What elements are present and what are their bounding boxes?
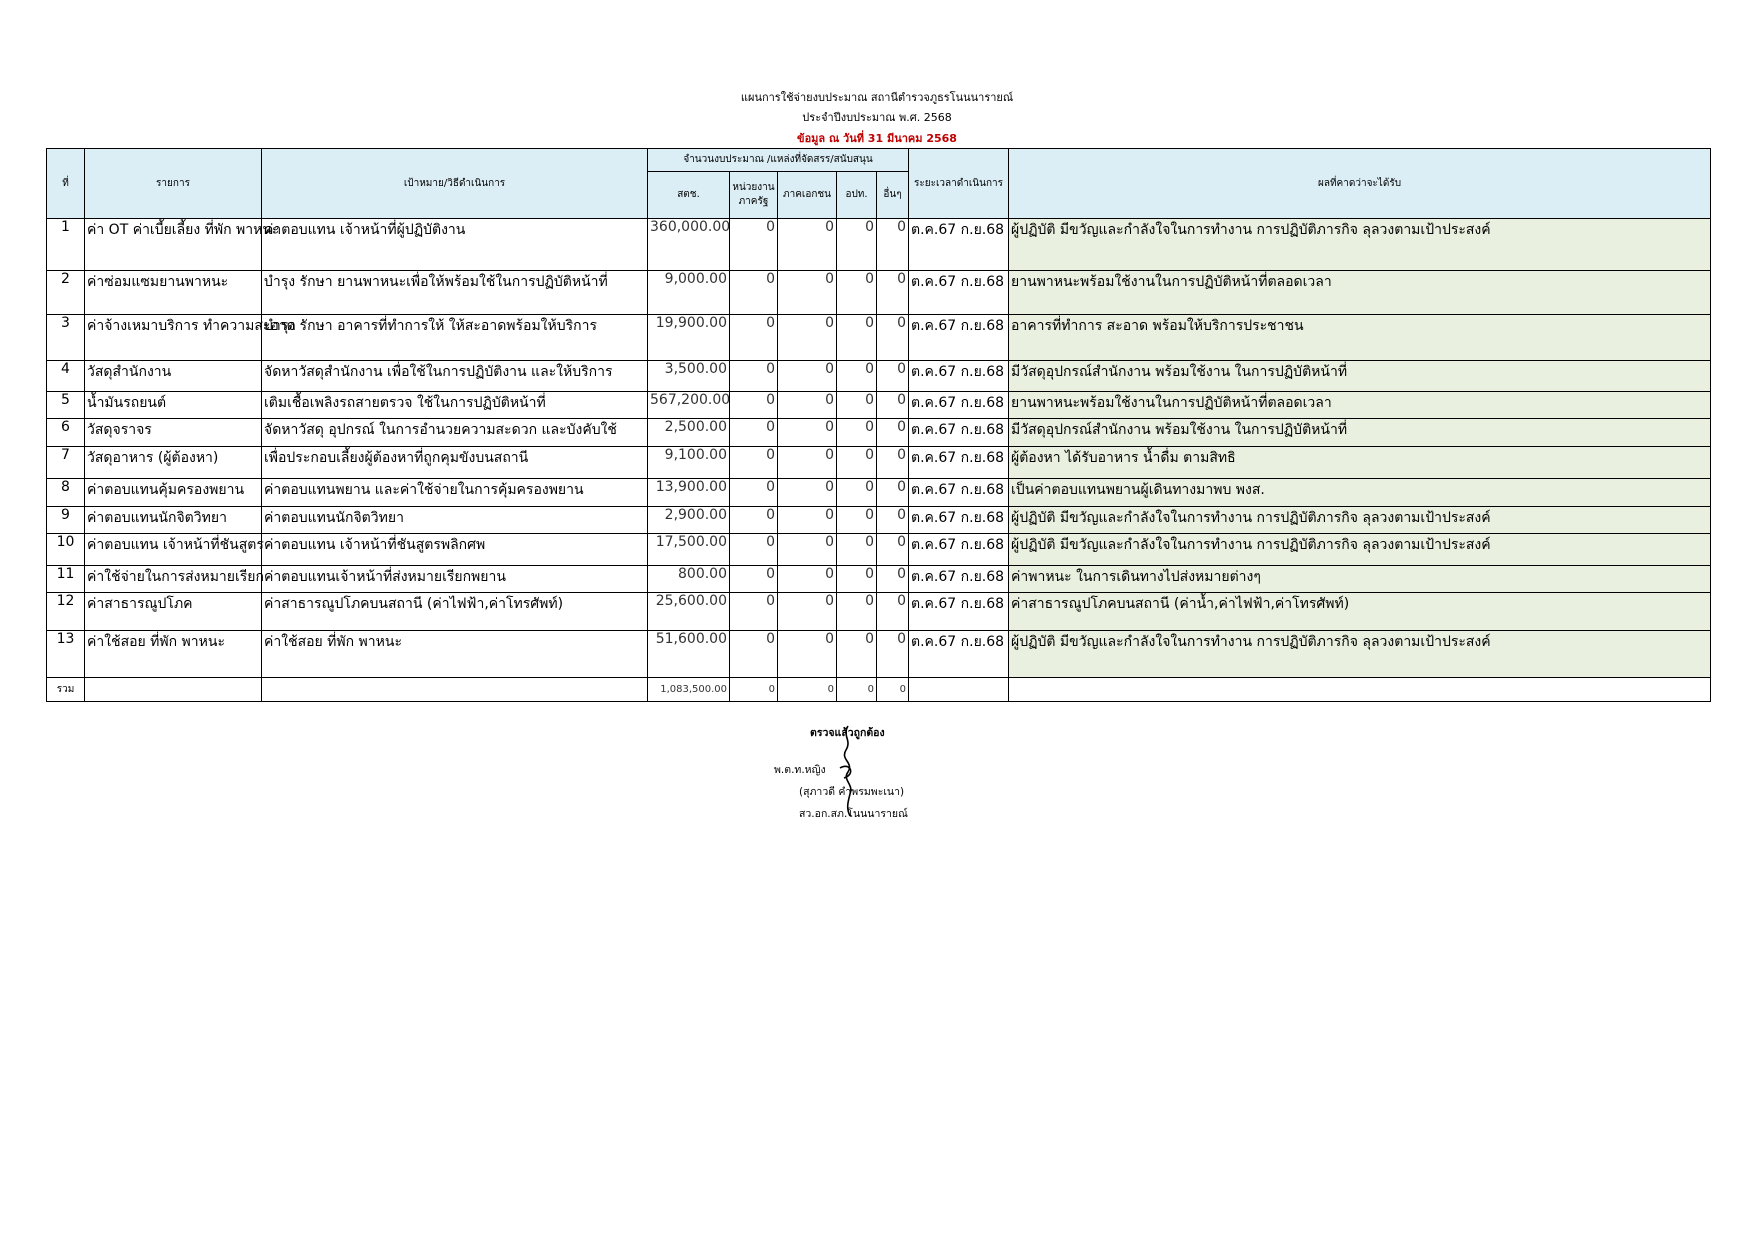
row-period: ต.ค.67 ก.ย.68 bbox=[909, 447, 1009, 479]
row-result: ผู้ปฏิบัติ มีขวัญและกำลังใจในการทำงาน การปฏิบัติภารกิจ ลุลวงตามเป้าประสงค์ bbox=[1009, 631, 1711, 678]
row-src-private: 0 bbox=[778, 566, 837, 593]
row-src-local: 0 bbox=[837, 361, 877, 392]
row-src-police: 567,200.00 bbox=[648, 392, 730, 419]
row-src-local: 0 bbox=[837, 271, 877, 315]
budget-table bbox=[46, 148, 1711, 702]
total-src-police: 1,083,500.00 bbox=[648, 678, 730, 702]
row-period: ต.ค.67 ก.ย.68 bbox=[909, 419, 1009, 447]
table-row bbox=[47, 447, 1711, 479]
row-src-private: 0 bbox=[778, 315, 837, 361]
row-src-other: 0 bbox=[877, 392, 909, 419]
row-number: 6 bbox=[47, 419, 85, 447]
row-period: ต.ค.67 ก.ย.68 bbox=[909, 479, 1009, 507]
row-goal: ค่าตอบแทนพยาน และค่าใช้จ่ายในการคุ้มครองพยาน bbox=[262, 479, 648, 507]
col-header-no: ที่ bbox=[47, 149, 85, 219]
row-item: ค่าตอบแทนคุ้มครองพยาน bbox=[85, 479, 262, 507]
row-goal: เพื่อประกอบเลี้ยงผู้ต้องหาที่ถูกคุมขังบนสถานี bbox=[262, 447, 648, 479]
row-src-gov: 0 bbox=[730, 566, 778, 593]
row-period: ต.ค.67 ก.ย.68 bbox=[909, 507, 1009, 534]
total-empty-item bbox=[85, 678, 262, 702]
row-goal: จัดหาวัสดุสำนักงาน เพื่อใช้ในการปฏิบัติงาน และให้บริการ bbox=[262, 361, 648, 392]
row-period: ต.ค.67 ก.ย.68 bbox=[909, 534, 1009, 566]
row-src-gov: 0 bbox=[730, 219, 778, 271]
row-src-gov: 0 bbox=[730, 271, 778, 315]
row-src-other: 0 bbox=[877, 361, 909, 392]
row-number: 11 bbox=[47, 566, 85, 593]
row-period: ต.ค.67 ก.ย.68 bbox=[909, 392, 1009, 419]
col-header-src-gov: หน่วยงานภาครัฐ bbox=[730, 172, 778, 219]
row-item: ค่า OT ค่าเบี้ยเลี้ยง ที่พัก พาหนะ bbox=[85, 219, 262, 271]
row-src-other: 0 bbox=[877, 507, 909, 534]
row-result: ค่าพาหนะ ในการเดินทางไปส่งหมายต่างๆ bbox=[1009, 566, 1711, 593]
col-header-src-local: อปท. bbox=[837, 172, 877, 219]
fiscal-year-line: ประจำปีงบประมาณ พ.ศ. 2568 bbox=[802, 111, 952, 124]
row-src-police: 17,500.00 bbox=[648, 534, 730, 566]
row-src-other: 0 bbox=[877, 315, 909, 361]
table-row bbox=[47, 479, 1711, 507]
col-header-src-police: สตช. bbox=[648, 172, 730, 219]
row-src-gov: 0 bbox=[730, 593, 778, 631]
row-period: ต.ค.67 ก.ย.68 bbox=[909, 631, 1009, 678]
row-src-police: 800.00 bbox=[648, 566, 730, 593]
row-src-police: 2,500.00 bbox=[648, 419, 730, 447]
row-item: ค่าจ้างเหมาบริการ ทำความสะอาด bbox=[85, 315, 262, 361]
total-empty-result bbox=[1009, 678, 1711, 702]
signer-name: (สุภาวดี คำพรมพะเนา) bbox=[799, 786, 905, 798]
row-period: ต.ค.67 ก.ย.68 bbox=[909, 361, 1009, 392]
row-number: 7 bbox=[47, 447, 85, 479]
row-item: วัสดุจราจร bbox=[85, 419, 262, 447]
row-goal: ค่าตอบแทน เจ้าหน้าที่ชันสูตรพลิกศพ bbox=[262, 534, 648, 566]
row-number: 2 bbox=[47, 271, 85, 315]
row-src-gov: 0 bbox=[730, 479, 778, 507]
row-number: 3 bbox=[47, 315, 85, 361]
row-result: เป็นค่าตอบแทนพยานผู้เดินทางมาพบ พงส. bbox=[1009, 479, 1711, 507]
row-src-local: 0 bbox=[837, 219, 877, 271]
row-number: 12 bbox=[47, 593, 85, 631]
total-empty-period bbox=[909, 678, 1009, 702]
row-src-police: 19,900.00 bbox=[648, 315, 730, 361]
total-label: รวม bbox=[47, 678, 85, 702]
data-as-of-line: ข้อมูล ณ วันที่ 31 มีนาคม 2568 bbox=[797, 132, 957, 145]
row-src-private: 0 bbox=[778, 361, 837, 392]
row-number: 8 bbox=[47, 479, 85, 507]
table-row bbox=[47, 593, 1711, 631]
row-src-private: 0 bbox=[778, 271, 837, 315]
col-header-item: รายการ bbox=[85, 149, 262, 219]
col-header-result: ผลที่คาดว่าจะได้รับ bbox=[1009, 149, 1711, 219]
row-src-local: 0 bbox=[837, 479, 877, 507]
row-src-other: 0 bbox=[877, 447, 909, 479]
row-src-gov: 0 bbox=[730, 631, 778, 678]
row-src-gov: 0 bbox=[730, 361, 778, 392]
row-src-local: 0 bbox=[837, 566, 877, 593]
row-item: วัสดุอาหาร (ผู้ต้องหา) bbox=[85, 447, 262, 479]
row-src-private: 0 bbox=[778, 534, 837, 566]
table-row bbox=[47, 566, 1711, 593]
row-src-other: 0 bbox=[877, 534, 909, 566]
table-row bbox=[47, 507, 1711, 534]
row-number: 13 bbox=[47, 631, 85, 678]
document-title: แผนการใช้จ่ายงบประมาณ สถานีตำรวจภูธรโนนนารายณ์ bbox=[740, 91, 1014, 104]
row-src-local: 0 bbox=[837, 534, 877, 566]
row-goal: ค่าตอบแทน เจ้าหน้าที่ผู้ปฏิบัติงาน bbox=[262, 219, 648, 271]
row-number: 1 bbox=[47, 219, 85, 271]
table-row bbox=[47, 392, 1711, 419]
row-number: 10 bbox=[47, 534, 85, 566]
row-src-other: 0 bbox=[877, 419, 909, 447]
row-src-private: 0 bbox=[778, 447, 837, 479]
row-src-other: 0 bbox=[877, 631, 909, 678]
row-goal: บำรุง รักษา อาคารที่ทำการให้ ให้สะอาดพร้อมให้บริการ bbox=[262, 315, 648, 361]
row-src-gov: 0 bbox=[730, 534, 778, 566]
col-header-src-other: อื่นๆ bbox=[877, 172, 909, 219]
row-result: ผู้ปฏิบัติ มีขวัญและกำลังใจในการทำงาน การปฏิบัติภารกิจ ลุลวงตามเป้าประสงค์ bbox=[1009, 507, 1711, 534]
row-period: ต.ค.67 ก.ย.68 bbox=[909, 219, 1009, 271]
row-src-police: 51,600.00 bbox=[648, 631, 730, 678]
table-row bbox=[47, 271, 1711, 315]
row-number: 4 bbox=[47, 361, 85, 392]
row-goal: บำรุง รักษา ยานพาหนะเพื่อให้พร้อมใช้ในการปฏิบัติหน้าที่ bbox=[262, 271, 648, 315]
col-header-budget-group: จำนวนงบประมาณ /แหล่งที่จัดสรร/สนับสนุน bbox=[648, 149, 909, 172]
total-src-private: 0 bbox=[778, 678, 837, 702]
row-item: ค่าใช้จ่ายในการส่งหมายเรียก bbox=[85, 566, 262, 593]
row-src-gov: 0 bbox=[730, 315, 778, 361]
row-period: ต.ค.67 ก.ย.68 bbox=[909, 593, 1009, 631]
row-result: ยานพาหนะพร้อมใช้งานในการปฏิบัติหน้าที่ตลอดเวลา bbox=[1009, 271, 1711, 315]
row-result: ค่าสาธารณูปโภคบนสถานี (ค่าน้ำ,ค่าไฟฟ้า,ค่าโทรศัพท์) bbox=[1009, 593, 1711, 631]
total-src-gov: 0 bbox=[730, 678, 778, 702]
row-src-private: 0 bbox=[778, 631, 837, 678]
row-item: ค่าซ่อมแซมยานพาหนะ bbox=[85, 271, 262, 315]
table-row bbox=[47, 534, 1711, 566]
row-item: น้ำมันรถยนต์ bbox=[85, 392, 262, 419]
row-goal: ค่าตอบแทนนักจิตวิทยา bbox=[262, 507, 648, 534]
verified-label: ตรวจแล้วถูกต้อง bbox=[810, 727, 885, 739]
col-header-goal: เป้าหมาย/วิธีดำเนินการ bbox=[262, 149, 648, 219]
row-goal: เติมเชื้อเพลิงรถสายตรวจ ใช้ในการปฏิบัติหน้าที่ bbox=[262, 392, 648, 419]
row-src-other: 0 bbox=[877, 479, 909, 507]
row-item: ค่าตอบแทนนักจิตวิทยา bbox=[85, 507, 262, 534]
row-period: ต.ค.67 ก.ย.68 bbox=[909, 271, 1009, 315]
row-result: มีวัสดุอุปกรณ์สำนักงาน พร้อมใช้งาน ในการปฏิบัติหน้าที่ bbox=[1009, 361, 1711, 392]
row-src-other: 0 bbox=[877, 271, 909, 315]
row-src-police: 9,100.00 bbox=[648, 447, 730, 479]
row-src-gov: 0 bbox=[730, 419, 778, 447]
total-src-local: 0 bbox=[837, 678, 877, 702]
total-empty-goal bbox=[262, 678, 648, 702]
table-row bbox=[47, 419, 1711, 447]
row-item: ค่าสาธารณูปโภค bbox=[85, 593, 262, 631]
row-item: ค่าตอบแทน เจ้าหน้าที่ชันสูตร bbox=[85, 534, 262, 566]
row-result: ยานพาหนะพร้อมใช้งานในการปฏิบัติหน้าที่ตลอดเวลา bbox=[1009, 392, 1711, 419]
row-src-other: 0 bbox=[877, 593, 909, 631]
row-src-local: 0 bbox=[837, 392, 877, 419]
signer-position: สว.อก.สภ.โนนนารายณ์ bbox=[799, 808, 908, 820]
row-goal: จัดหาวัสดุ อุปกรณ์ ในการอำนวยความสะดวก และบังคับใช้ bbox=[262, 419, 648, 447]
row-src-private: 0 bbox=[778, 419, 837, 447]
col-header-period: ระยะเวลาดำเนินการ bbox=[909, 149, 1009, 219]
total-row bbox=[47, 678, 1711, 702]
row-src-other: 0 bbox=[877, 566, 909, 593]
signer-rank: พ.ต.ท.หญิง bbox=[774, 764, 826, 776]
row-src-private: 0 bbox=[778, 593, 837, 631]
row-goal: ค่าตอบแทนเจ้าหน้าที่ส่งหมายเรียกพยาน bbox=[262, 566, 648, 593]
row-result: ผู้ต้องหา ได้รับอาหาร น้ำดื่ม ตามสิทธิ bbox=[1009, 447, 1711, 479]
row-src-other: 0 bbox=[877, 219, 909, 271]
row-src-police: 9,000.00 bbox=[648, 271, 730, 315]
row-src-local: 0 bbox=[837, 419, 877, 447]
row-src-local: 0 bbox=[837, 593, 877, 631]
row-src-police: 360,000.00 bbox=[648, 219, 730, 271]
row-src-police: 3,500.00 bbox=[648, 361, 730, 392]
row-src-local: 0 bbox=[837, 507, 877, 534]
row-item: ค่าใช้สอย ที่พัก พาหนะ bbox=[85, 631, 262, 678]
row-result: ผู้ปฏิบัติ มีขวัญและกำลังใจในการทำงาน การปฏิบัติภารกิจ ลุลวงตามเป้าประสงค์ bbox=[1009, 219, 1711, 271]
table-row bbox=[47, 315, 1711, 361]
row-src-local: 0 bbox=[837, 631, 877, 678]
row-src-local: 0 bbox=[837, 447, 877, 479]
table-row bbox=[47, 631, 1711, 678]
row-period: ต.ค.67 ก.ย.68 bbox=[909, 566, 1009, 593]
row-src-private: 0 bbox=[778, 507, 837, 534]
row-item: วัสดุสำนักงาน bbox=[85, 361, 262, 392]
row-src-police: 2,900.00 bbox=[648, 507, 730, 534]
col-header-src-private: ภาคเอกชน bbox=[778, 172, 837, 219]
handwritten-signature bbox=[828, 722, 868, 818]
row-result: อาคารที่ทำการ สะอาด พร้อมให้บริการประชาชน bbox=[1009, 315, 1711, 361]
row-result: ผู้ปฏิบัติ มีขวัญและกำลังใจในการทำงาน การปฏิบัติภารกิจ ลุลวงตามเป้าประสงค์ bbox=[1009, 534, 1711, 566]
row-goal: ค่าใช้สอย ที่พัก พาหนะ bbox=[262, 631, 648, 678]
row-src-police: 25,600.00 bbox=[648, 593, 730, 631]
row-src-private: 0 bbox=[778, 392, 837, 419]
table-row bbox=[47, 219, 1711, 271]
row-src-gov: 0 bbox=[730, 447, 778, 479]
total-src-other: 0 bbox=[877, 678, 909, 702]
row-number: 5 bbox=[47, 392, 85, 419]
row-src-gov: 0 bbox=[730, 392, 778, 419]
row-src-local: 0 bbox=[837, 315, 877, 361]
table-row bbox=[47, 361, 1711, 392]
row-number: 9 bbox=[47, 507, 85, 534]
row-src-private: 0 bbox=[778, 219, 837, 271]
row-goal: ค่าสาธารณูปโภคบนสถานี (ค่าไฟฟ้า,ค่าโทรศัพท์) bbox=[262, 593, 648, 631]
row-src-private: 0 bbox=[778, 479, 837, 507]
row-src-police: 13,900.00 bbox=[648, 479, 730, 507]
row-period: ต.ค.67 ก.ย.68 bbox=[909, 315, 1009, 361]
row-src-gov: 0 bbox=[730, 507, 778, 534]
row-result: มีวัสดุอุปกรณ์สำนักงาน พร้อมใช้งาน ในการปฏิบัติหน้าที่ bbox=[1009, 419, 1711, 447]
